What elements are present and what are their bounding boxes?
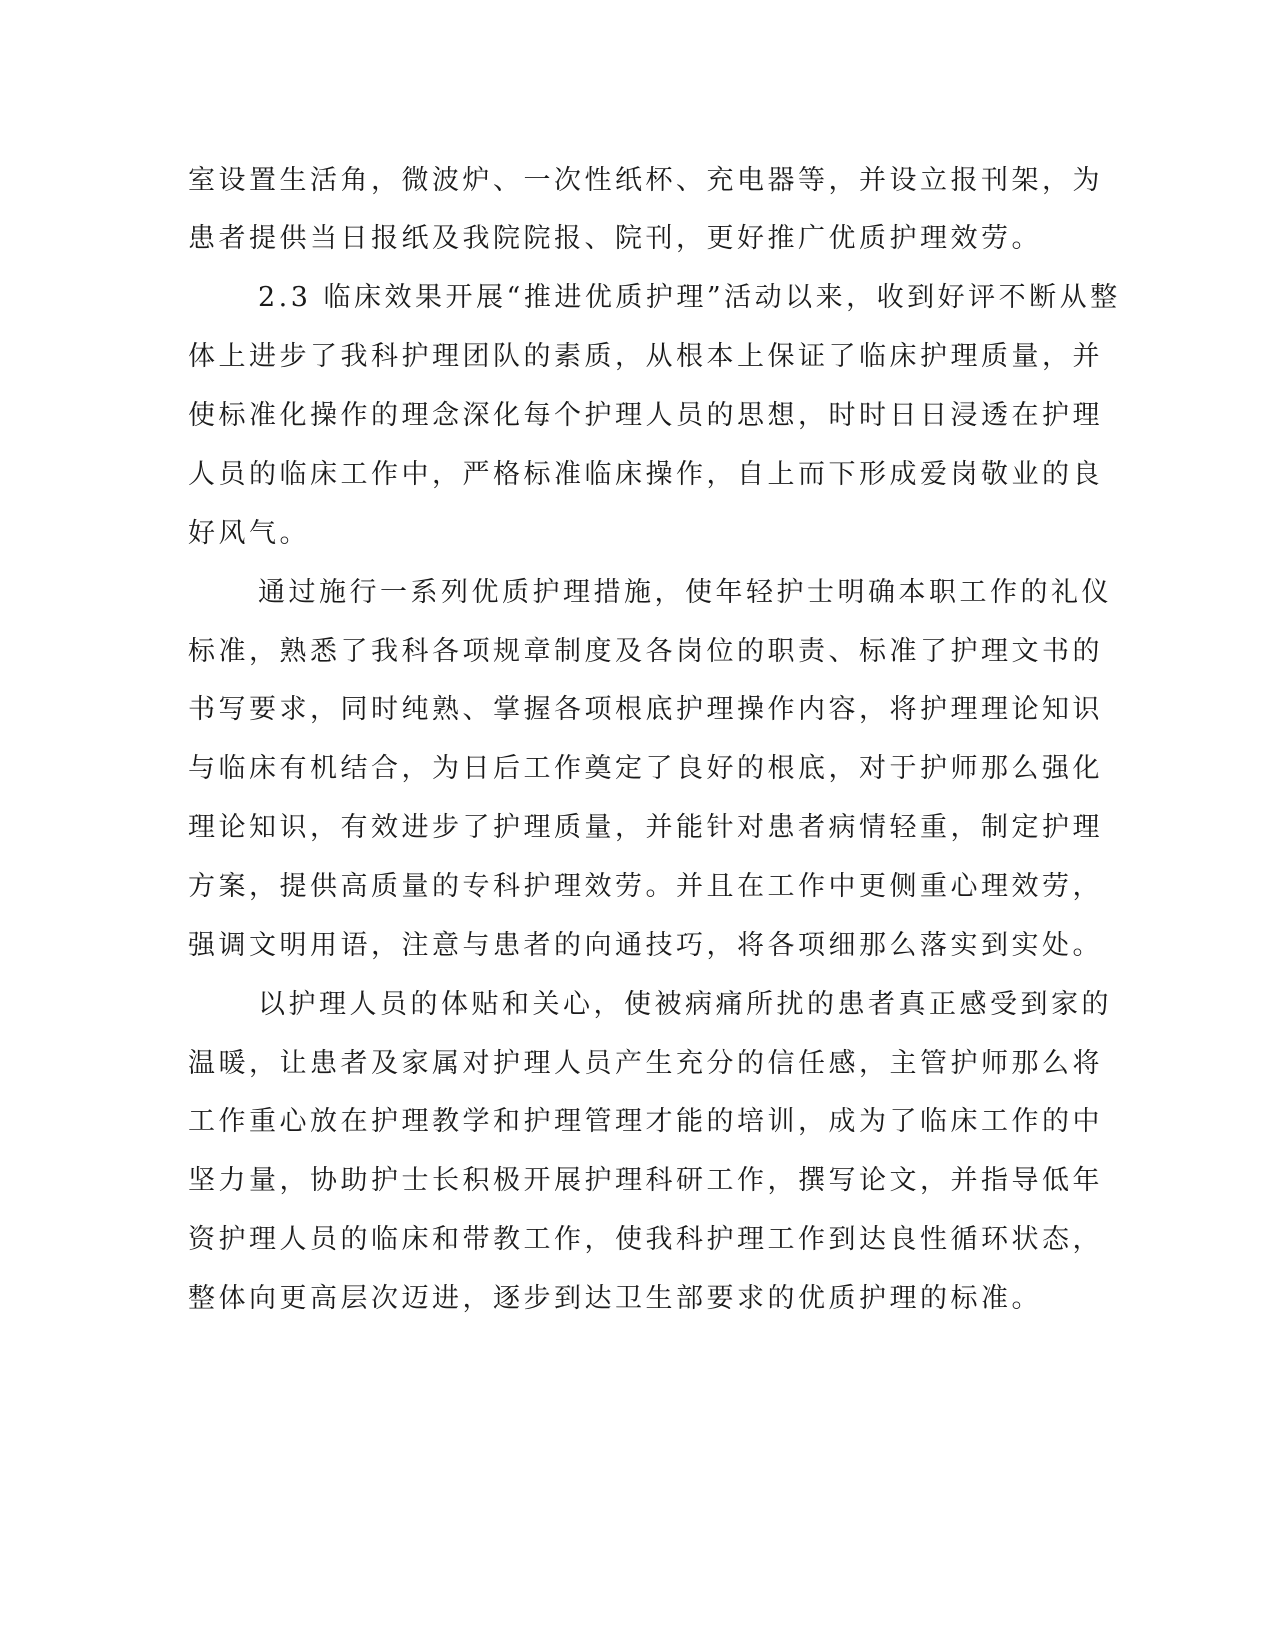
text-line: 使标准化操作的理念深化每个护理人员的思想，时时日日浸透在护理 [188,400,1103,431]
text-line: 资护理人员的临床和带教工作，使我科护理工作到达良性循环状态， [188,1224,1103,1255]
text-line: 坚力量，协助护士长积极开展护理科研工作，撰写论文，并指导低年 [188,1165,1103,1196]
text-line: 理论知识，有效进步了护理质量，并能针对患者病情轻重，制定护理 [188,812,1103,843]
text-line: 与临床有机结合，为日后工作奠定了良好的根底，对于护师那么强化 [188,753,1103,784]
text-line: 方案，提供高质量的专科护理效劳。并且在工作中更侧重心理效劳， [188,871,1103,902]
text-line: 通过施行一系列优质护理措施，使年轻护士明确本职工作的礼仪 [258,577,1112,608]
text-line: 强调文明用语，注意与患者的向通技巧，将各项细那么落实到实处。 [188,930,1103,961]
text-line: 患者提供当日报纸及我院院报、院刊，更好推广优质护理效劳。 [188,223,1042,254]
text-line: 人员的临床工作中，严格标准临床操作，自上而下形成爱岗敬业的良 [188,459,1103,490]
text-line: 整体向更高层次迈进，逐步到达卫生部要求的优质护理的标准。 [188,1283,1042,1314]
text-line: 标准，熟悉了我科各项规章制度及各岗位的职责、标准了护理文书的 [188,636,1103,667]
text-line: 书写要求，同时纯熟、掌握各项根底护理操作内容，将护理理论知识 [188,694,1103,725]
text-line: 温暖，让患者及家属对护理人员产生充分的信任感，主管护师那么将 [188,1048,1103,1079]
text-line: 以护理人员的体贴和关心，使被病痛所扰的患者真正感受到家的 [258,989,1112,1020]
text-line: 室设置生活角，微波炉、一次性纸杯、充电器等，并设立报刊架，为 [188,165,1103,196]
text-line: 好风气。 [188,518,310,549]
text-line: 2.3 临床效果开展“推进优质护理”活动以来，收到好评不断从整 [258,282,1121,313]
text-line: 体上进步了我科护理团队的素质，从根本上保证了临床护理质量，并 [188,341,1103,372]
text-line: 工作重心放在护理教学和护理管理才能的培训，成为了临床工作的中 [188,1106,1103,1137]
